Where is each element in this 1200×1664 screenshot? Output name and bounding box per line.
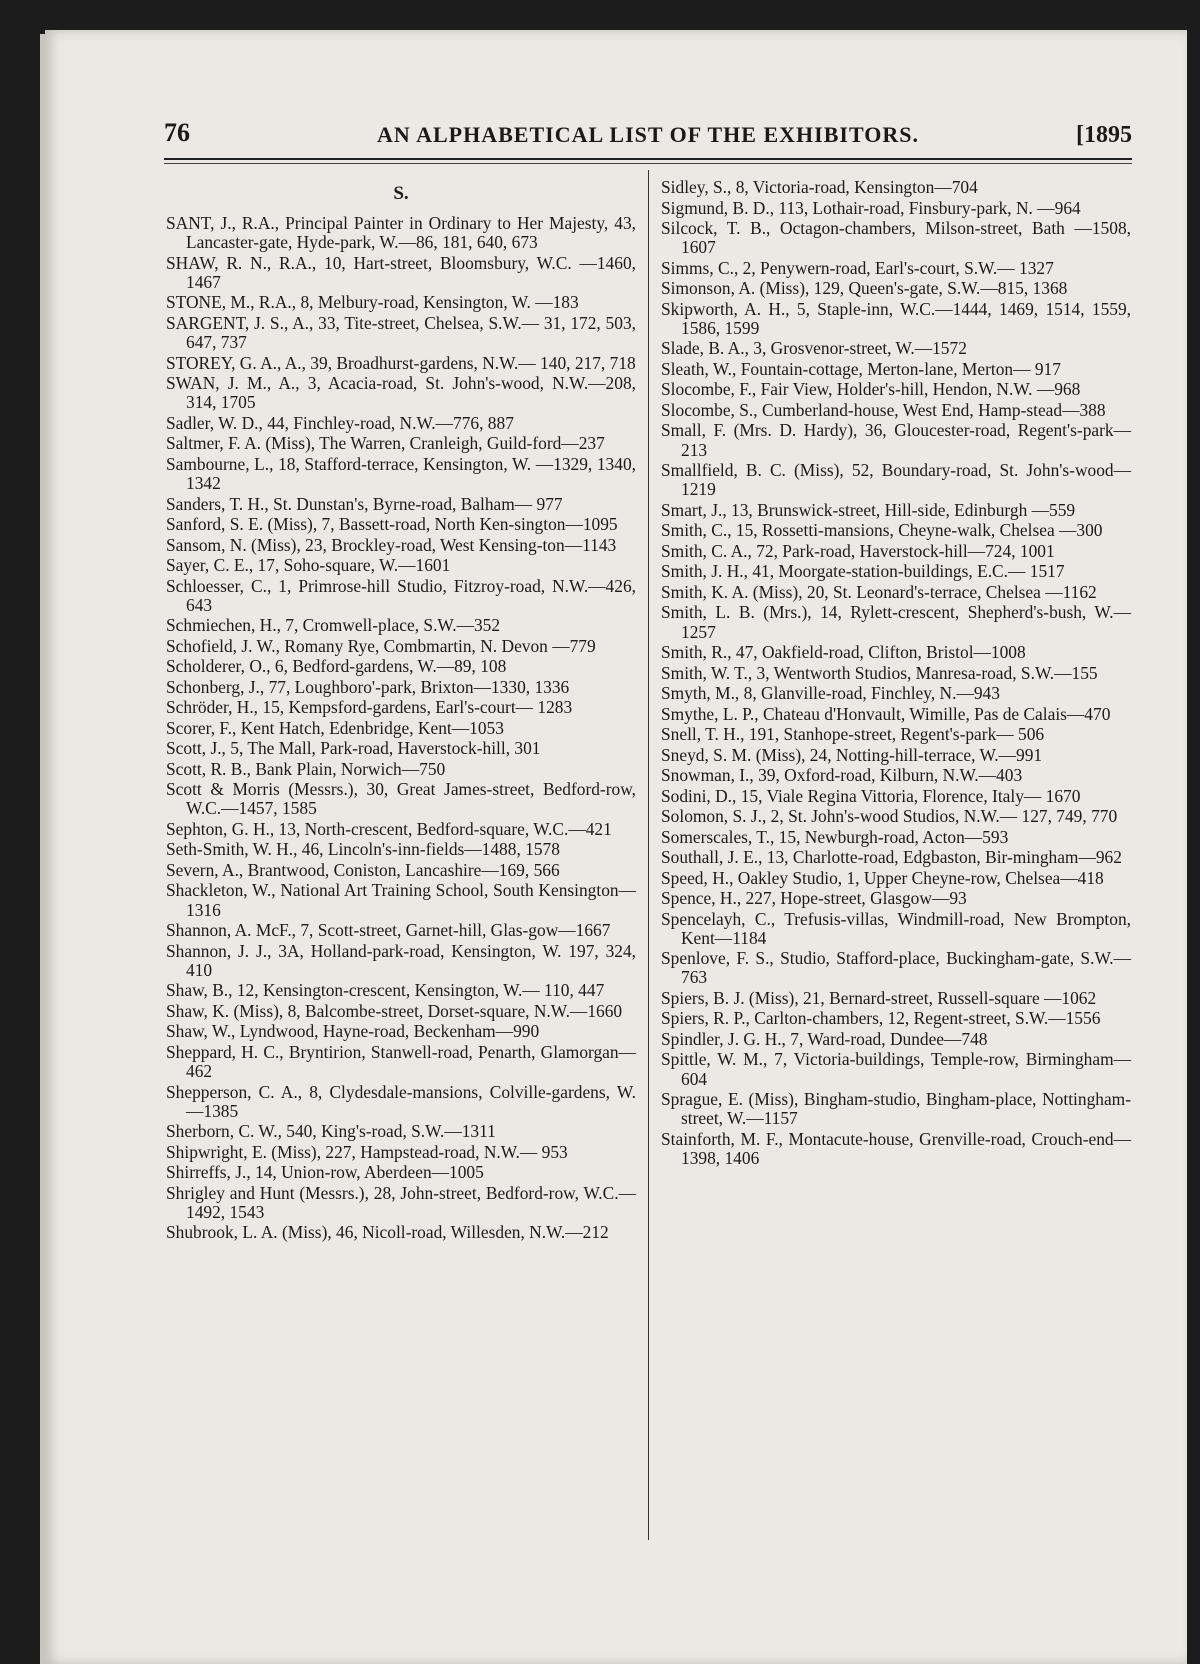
exhibitor-entry: STONE, M., R.A., 8, Melbury-road, Kensington, W. —183 (166, 292, 579, 313)
exhibitor-entry: Smyth, M., 8, Glanville-road, Finchley, N.—943 (661, 683, 1000, 704)
exhibitor-entry: Scorer, F., Kent Hatch, Edenbridge, Kent—1053 (166, 717, 504, 738)
exhibitor-entry: Shaw, K. (Miss), 8, Balcombe-street, Dorset-square, N.W.—1660 (166, 1000, 623, 1021)
exhibitor-entry: Simonson, A. (Miss), 129, Queen's-gate, S.W.—815, 1368 (661, 278, 1068, 299)
exhibitor-entry: Shipwright, E. (Miss), 227, Hampstead-road, N.W.— 953 (166, 1141, 568, 1162)
exhibitor-entry: Snell, T. H., 191, Stanhope-street, Regent's-park— 506 (661, 724, 1045, 745)
exhibitor-entry: Sayer, C. E., 17, Soho-square, W.—1601 (166, 555, 451, 576)
exhibitor-entry: Schonberg, J., 77, Loughboro'-park, Brixton—1330, 1336 (166, 676, 570, 697)
exhibitor-entry: Smallfield, B. C. (Miss), 52, Boundary-road, St. John's-wood—1219 (661, 460, 1131, 500)
exhibitor-entry: Spiers, R. P., Carlton-chambers, 12, Regent-street, S.W.—1556 (661, 1008, 1101, 1029)
exhibitor-entry: Skipworth, A. H., 5, Staple-inn, W.C.—1444, 1469, 1514, 1559, 1586, 1599 (661, 298, 1131, 338)
column-divider (648, 170, 649, 1540)
exhibitor-entry: Sprague, E. (Miss), Bingham-studio, Bingham-place, Nottingham-street, W.—1157 (661, 1089, 1131, 1129)
header-rule-thin (164, 163, 1132, 164)
exhibitor-entry: Shubrook, L. A. (Miss), 46, Nicoll-road, Willesden, N.W.—212 (166, 1222, 609, 1243)
exhibitor-entry: Severn, A., Brantwood, Coniston, Lancashire—169, 566 (166, 859, 560, 880)
exhibitor-entry: Spence, H., 227, Hope-street, Glasgow—93 (661, 888, 967, 909)
year-label: [1895 (1076, 122, 1132, 148)
exhibitor-entry: Smith, K. A. (Miss), 20, St. Leonard's-terrace, Chelsea —1162 (661, 581, 1097, 602)
exhibitor-entry: Shannon, J. J., 3A, Holland-park-road, Kensington, W. 197, 324, 410 (166, 940, 636, 980)
exhibitor-entry: Smart, J., 13, Brunswick-street, Hill-side, Edinburgh —559 (661, 499, 1076, 520)
exhibitor-entry: Shackleton, W., National Art Training School, South Kensington—1316 (166, 880, 636, 920)
exhibitor-entry: Small, F. (Mrs. D. Hardy), 36, Gloucester-road, Regent's-park—213 (661, 420, 1131, 460)
exhibitor-entry: Sleath, W., Fountain-cottage, Merton-lane, Merton— 917 (661, 358, 1061, 379)
exhibitor-entry: Smith, J. H., 41, Moorgate-station-buildings, E.C.— 1517 (661, 561, 1065, 582)
exhibitor-entry: Sanford, S. E. (Miss), 7, Bassett-road, North Ken-sington—1095 (166, 514, 618, 535)
exhibitor-entry: Schmiechen, H., 7, Cromwell-place, S.W.—352 (166, 615, 501, 636)
exhibitor-entry: Scott, R. B., Bank Plain, Norwich—750 (166, 758, 446, 779)
exhibitor-entry: Sheppard, H. C., Bryntirion, Stanwell-road, Penarth, Glamorgan—462 (166, 1041, 636, 1082)
exhibitor-entry: Shaw, B., 12, Kensington-crescent, Kensington, W.— 110, 447 (166, 980, 605, 1001)
exhibitor-entry: Schloesser, C., 1, Primrose-hill Studio, Fitzroy-road, N.W.—426, 643 (166, 575, 636, 615)
exhibitor-entry: Smith, C. A., 72, Park-road, Haverstock-hill—724, 1001 (661, 540, 1055, 561)
exhibitor-entry: Smith, C., 15, Rossetti-mansions, Cheyne-walk, Chelsea —300 (661, 520, 1103, 541)
exhibitor-entry: Sadler, W. D., 44, Finchley-road, N.W.—776, 887 (166, 412, 514, 433)
exhibitor-entry: Smythe, L. P., Chateau d'Honvault, Wimille, Pas de Calais—470 (661, 703, 1111, 724)
exhibitor-entry: SHAW, R. N., R.A., 10, Hart-street, Bloomsbury, W.C. —1460, 1467 (166, 252, 636, 292)
exhibitor-entry: Stainforth, M. F., Montacute-house, Grenville-road, Crouch-end—1398, 1406 (661, 1128, 1131, 1169)
exhibitor-entry: Shrigley and Hunt (Messrs.), 28, John-street, Bedford-row, W.C.—1492, 1543 (166, 1182, 636, 1222)
exhibitor-entry: Sigmund, B. D., 113, Lothair-road, Finsbury-park, N. —964 (661, 197, 1081, 218)
exhibitor-entry: Saltmer, F. A. (Miss), The Warren, Cranleigh, Guild-ford—237 (166, 433, 605, 454)
exhibitor-entry: Spittle, W. M., 7, Victoria-buildings, Temple-row, Birmingham—604 (661, 1049, 1131, 1089)
exhibitor-entry: SWAN, J. M., A., 3, Acacia-road, St. John's-wood, N.W.—208, 314, 1705 (166, 373, 636, 413)
exhibitor-entry: Spindler, J. G. H., 7, Ward-road, Dundee—748 (661, 1028, 988, 1049)
exhibitor-entry: STOREY, G. A., A., 39, Broadhurst-gardens, N.W.— 140, 217, 718 (166, 352, 636, 373)
exhibitor-entry: Smith, R., 47, Oakfield-road, Clifton, Bristol—1008 (661, 642, 1026, 663)
exhibitor-entry: Somerscales, T., 15, Newburgh-road, Acton—593 (661, 826, 1009, 847)
exhibitor-entry: SARGENT, J. S., A., 33, Tite-street, Chelsea, S.W.— 31, 172, 503, 647, 737 (166, 312, 636, 353)
exhibitor-entry: Scott, J., 5, The Mall, Park-road, Haverstock-hill, 301 (166, 738, 541, 759)
exhibitor-entry: Silcock, T. B., Octagon-chambers, Milson-street, Bath —1508, 1607 (661, 218, 1131, 258)
exhibitor-entry: Slade, B. A., 3, Grosvenor-street, W.—1572 (661, 338, 967, 359)
exhibitor-entry: Slocombe, S., Cumberland-house, West End, Hamp-stead—388 (661, 399, 1106, 420)
header-rule-thick (164, 158, 1132, 160)
exhibitor-entry: Schröder, H., 15, Kempsford-gardens, Earl's-court— 1283 (166, 697, 573, 718)
exhibitor-entry: Sidley, S., 8, Victoria-road, Kensington—704 (661, 177, 978, 197)
section-letter: S. (393, 183, 409, 204)
exhibitor-entry: Sodini, D., 15, Viale Regina Vittoria, Florence, Italy— 1670 (661, 785, 1081, 806)
exhibitor-entry: Sambourne, L., 18, Stafford-terrace, Kensington, W. —1329, 1340, 1342 (166, 453, 636, 494)
exhibitor-entry: Spencelayh, C., Trefusis-villas, Windmill-road, New Brompton, Kent—1184 (661, 908, 1131, 948)
exhibitor-entry: Sneyd, S. M. (Miss), 24, Notting-hill-terrace, W.—991 (661, 744, 1043, 765)
exhibitor-entry: Spiers, B. J. (Miss), 21, Bernard-street, Russell-square —1062 (661, 987, 1097, 1008)
exhibitor-entry: Shepperson, C. A., 8, Clydesdale-mansions, Colville-gardens, W.—1385 (166, 1081, 636, 1121)
exhibitor-entry: Speed, H., Oakley Studio, 1, Upper Cheyne-row, Chelsea—418 (661, 867, 1104, 888)
exhibitor-entry: Shirreffs, J., 14, Union-row, Aberdeen—1005 (166, 1162, 484, 1183)
exhibitor-entry: Seth-Smith, W. H., 46, Lincoln's-inn-fields—1488, 1578 (166, 839, 560, 860)
exhibitor-entry: Smith, L. B. (Mrs.), 14, Rylett-crescent, Shepherd's-bush, W.—1257 (661, 602, 1131, 642)
page-header (164, 118, 1132, 160)
exhibitor-entry: Smith, W. T., 3, Wentworth Studios, Manresa-road, S.W.—155 (661, 662, 1098, 683)
exhibitor-entry: Schofield, J. W., Romany Rye, Combmartin, N. Devon —779 (166, 635, 596, 656)
exhibitor-entry: Sanders, T. H., St. Dunstan's, Byrne-road, Balham— 977 (166, 493, 563, 514)
exhibitor-entry: Simms, C., 2, Penywern-road, Earl's-court, S.W.— 1327 (661, 257, 1054, 278)
exhibitor-entry: Scott & Morris (Messrs.), 30, Great James-street, Bedford-row, W.C.—1457, 1585 (166, 779, 636, 819)
exhibitor-entry: Solomon, S. J., 2, St. John's-wood Studios, N.W.— 127, 749, 770 (661, 806, 1118, 827)
left-column (166, 178, 636, 1244)
exhibitor-entry: Southall, J. E., 13, Charlotte-road, Edgbaston, Bir-mingham—962 (661, 847, 1122, 868)
exhibitor-entry: Scholderer, O., 6, Bedford-gardens, W.—89, 108 (166, 656, 507, 677)
running-title: AN ALPHABETICAL LIST OF THE EXHIBITORS. (377, 122, 919, 147)
exhibitor-entry: Sherborn, C. W., 540, King's-road, S.W.—1311 (166, 1121, 496, 1142)
exhibitor-entry: Shannon, A. McF., 7, Scott-street, Garnet-hill, Glas-gow—1667 (166, 920, 611, 941)
exhibitor-entry: Snowman, I., 39, Oxford-road, Kilburn, N.W.—403 (661, 765, 1023, 786)
page-number: 76 (164, 118, 190, 147)
exhibitor-entry: Sephton, G. H., 13, North-crescent, Bedford-square, W.C.—421 (166, 818, 612, 839)
exhibitor-entry: Spenlove, F. S., Studio, Stafford-place, Buckingham-gate, S.W.—763 (661, 948, 1131, 988)
exhibitor-entry: Sansom, N. (Miss), 23, Brockley-road, West Kensing-ton—1143 (166, 534, 617, 555)
exhibitor-entry: Slocombe, F., Fair View, Holder's-hill, Hendon, N.W. —968 (661, 379, 1081, 400)
exhibitor-entry: Shaw, W., Lyndwood, Hayne-road, Beckenham—990 (166, 1021, 540, 1042)
right-column (661, 178, 1131, 1170)
exhibitor-entry: SANT, J., R.A., Principal Painter in Ordinary to Her Majesty, 43, Lancaster-gate, Hyde-park, W.—86, 181, 640, 673 (166, 213, 636, 253)
